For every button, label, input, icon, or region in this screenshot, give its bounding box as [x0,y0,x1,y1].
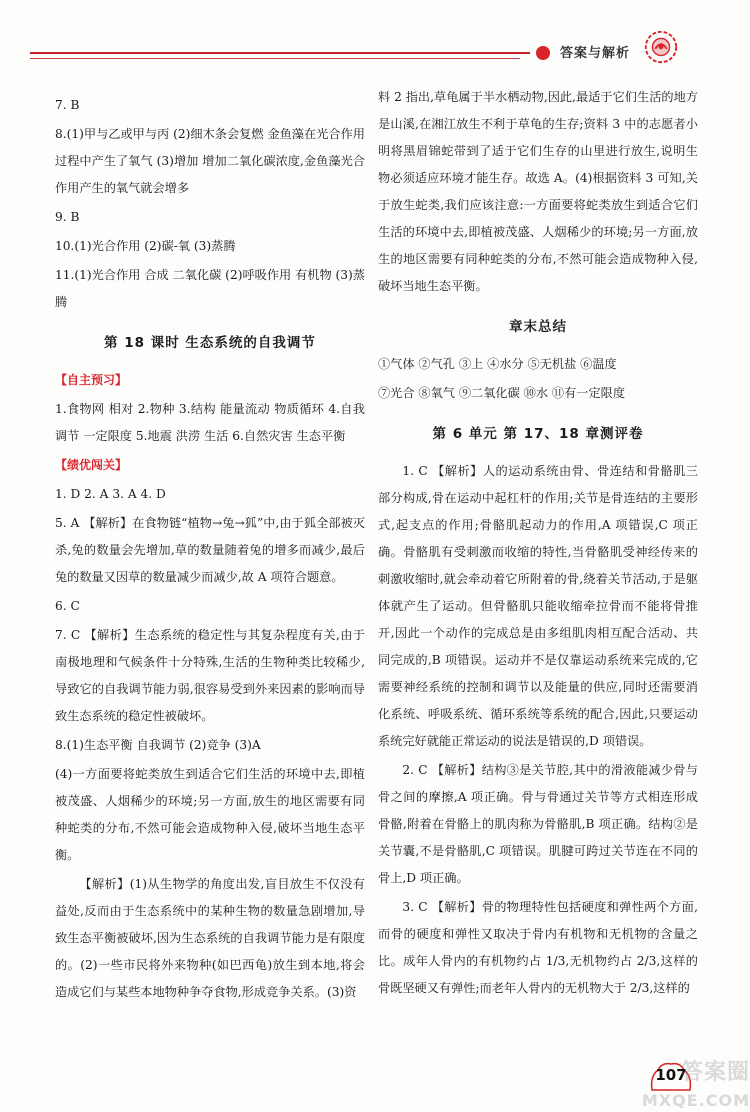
answer-line: 3. C 【解析】骨的物理特性包括硬度和弹性两个方面,而骨的硬度和弹性又取决于骨内有机物和无机物的含量之比。成年人骨内的有机物约占 1/3,无机物约占 2/3,这样的骨既坚硬又有弹性;而老年人骨内的无机物大于 2/3,这样的 [378,900,698,995]
preview-text: 1.食物网 相对 2.物种 3.结构 能量流动 物质循环 4.自我调节 一定限度 5.地震 洪涝 生活 6.自然灾害 生态平衡 [55,402,365,443]
tag-label: 【绩优闯关】 [55,458,128,472]
unit-title: 第 6 单元 第 17、18 章测评卷 [432,426,644,442]
summary-line: ⑦光合 ⑧氧气 ⑨二氧化碳 ⑩水 ⑪有一定限度 [378,386,626,400]
page-number: 107 [655,1066,687,1084]
header-rule [30,52,530,54]
watermark-url: MXQE.COM [641,1091,750,1110]
tag-excellent [55,452,365,479]
tag-preview [55,367,365,394]
answer-line: 7. C 【解析】生态系统的稳定性与其复杂程度有关,由于南极地理和气候条件十分特殊,生活的生物种类比较稀少,导致它的自我调节能力弱,很容易受到外来因素的影响而导致生态系统的稳定性被破坏。 [55,628,365,723]
answer-line: 9. B [55,210,80,224]
answer-line: 8.(1)生态平衡 自我调节 (2)竞争 (3)A [55,738,261,752]
watermark [612,1062,750,1112]
answer-line: 6. C [55,599,80,613]
answer-line: 1. D 2. A 3. A 4. D [55,487,166,501]
answer-line: 1. C 【解析】人的运动系统由骨、骨连结和骨骼肌三部分构成,骨在运动中起杠杆的作用;关节是骨连结的主要形式,起支点的作用;骨骼肌起动力的作用,A 项错误,C 项正确。骨骼肌有受刺激而收缩的特性,当骨骼肌受神经传来的刺激收缩时,就会牵动着它所附着的骨,绕着关节活动,于是躯体就产生了运动。但骨骼肌只能收缩牵拉骨而不能将骨推开,因此一个动作的完成总是由多组肌肉相互配合活动、共同完成的,B 项错误。运动并不是仅靠运动系统来完成的,它需要神经系统的控制和调节以及能量的供应,同时还需要消化系统、呼吸系统、循环系统等系统的配合,因此,只要运动系统完好就能正常运动的说法是错误的,D 项错误。 [378,464,698,748]
right-column [378,84,698,1004]
answer-line: 【解析】(1)从生物学的角度出发,盲目放生不仅没有益处,反而由于生态系统中的某种生物的数量急剧增加,导致生态平衡被破坏,因为生态系统的自我调节能力是有限度的。(2)一些市民将外来物种(如巴西龟)放生到本地,将会造成它们与某些本地物种争夺食物,形成竞争关系。(3)资 [55,877,365,999]
answer-line: 8.(1)甲与乙或甲与丙 (2)细木条会复燃 金鱼藻在光合作用过程中产生了氧气 (3)增加 增加二氧化碳浓度,金鱼藻光合作用产生的氧气就会增多 [55,127,365,195]
summary-line: ①气体 ②气孔 ③上 ④水分 ⑤无机盐 ⑥温度 [378,357,617,371]
answer-line: 2. C 【解析】结构③是关节腔,其中的滑液能减少骨与骨之间的摩擦,A 项正确。骨与骨通过关节等方式相连形成骨骼,附着在骨骼上的肌肉称为骨骼肌,B 项正确。结构②是关节囊,不是骨骼肌,C 项错误。肌腱可跨过关节连在不同的骨上,D 项正确。 [378,763,698,885]
header-dot-icon [536,46,550,60]
answer-line: 5. A 【解析】在食物链“植物→兔→狐”中,由于狐全部被灭杀,兔的数量会先增加,草的数量随着兔的增多而减少,最后兔的数量又因草的数量减少而减少,故 A 项符合题意。 [55,516,365,584]
answer-line: 7. B [55,98,80,112]
left-column [55,92,365,1008]
watermark-text: 答案圈 [680,1060,750,1085]
answer-line: (4)一方面要将蛇类放生到适合它们生活的环境中去,即植被茂盛、人烟稀少的环境;另一方面,放生的地区需要有同种蛇类的分布,不然可能会造成物种入侵,破坏当地生态平衡。 [55,767,365,862]
continuation-text: 料 2 指出,草龟属于半水栖动物,因此,最适于它们生活的地方是山溪,在湘江放生不利于草龟的生存;资料 3 中的志愿者小明将黑眉锦蛇带到了适于它们生存的山里进行放生,说明生物必须适应环境才能生存。故选 A。(4)根据资料 3 可知,关于放生蛇类,我们应该注意:一方面要将蛇类放生到适合它们生活的环境中去,即植被茂盛、人烟稀少的环境;另一方面,放生的地区需要有同种蛇类的分布,不然可能会造成物种入侵,破坏当地生态平衡。 [378,90,698,293]
header-rule-thin [30,58,520,59]
section-title: 第 18 课时 生态系统的自我调节 [104,335,316,351]
answer-line: 11.(1)光合作用 合成 二氧化碳 (2)呼吸作用 有机物 (3)蒸腾 [55,268,365,309]
header-title: 答案与解析 [560,46,631,61]
tag-label: 【自主预习】 [55,373,128,387]
summary-title: 章末总结 [509,319,567,335]
answer-line: 10.(1)光合作用 (2)碳-氧 (3)蒸腾 [55,239,236,253]
flower-logo-icon [642,28,680,66]
